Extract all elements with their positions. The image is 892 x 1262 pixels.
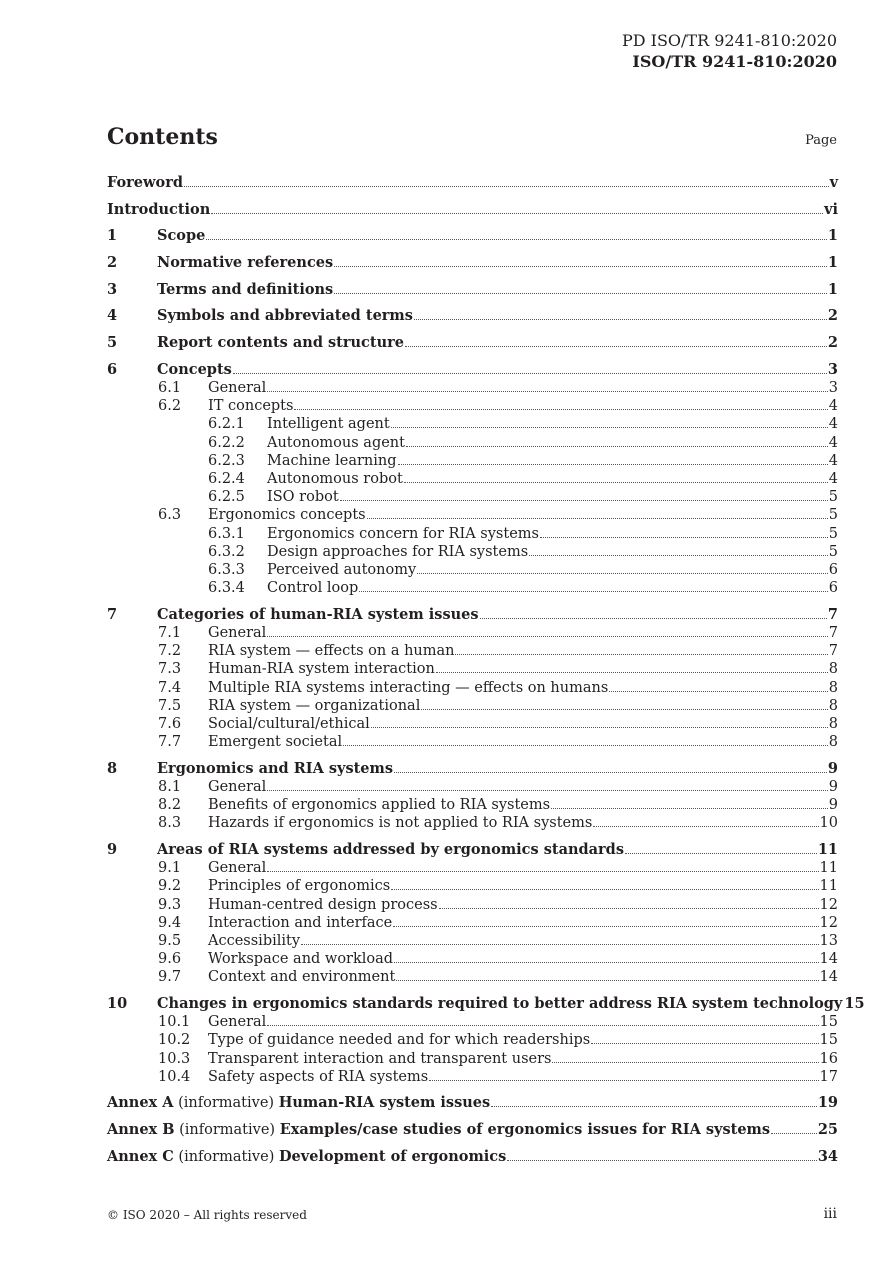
toc-entry-number: 6.2.5 <box>208 489 245 506</box>
toc-entry-number: 6.3.1 <box>208 525 245 542</box>
dot-leader <box>529 555 828 556</box>
toc-entry-page: 15 <box>819 1014 838 1031</box>
toc-entry-title <box>107 1094 490 1112</box>
dot-leader <box>771 1133 817 1134</box>
dot-leader <box>233 373 827 374</box>
toc-entry-title: Foreword <box>107 174 183 191</box>
dot-leader <box>267 790 827 791</box>
toc-entry-number: 7.2 <box>158 643 182 660</box>
toc-entry-number: 6.2.3 <box>208 452 245 469</box>
dot-leader <box>405 346 827 347</box>
dot-leader <box>609 691 827 692</box>
dot-leader <box>625 853 817 854</box>
toc-entry-number: 9.5 <box>158 932 182 949</box>
toc-entry-title: General <box>208 860 267 877</box>
toc-entry-page: 1 <box>827 280 838 298</box>
toc-entry-page: 25 <box>817 1121 838 1139</box>
toc-entry-title <box>107 1121 770 1139</box>
dot-leader <box>593 826 818 827</box>
toc-entry[interactable] <box>107 760 838 778</box>
dot-leader <box>417 573 828 574</box>
dot-leader <box>294 409 827 410</box>
toc-entry-title: General <box>208 624 267 641</box>
toc-entry-number: 7.5 <box>158 697 182 714</box>
toc-entry-page: 4 <box>828 434 838 451</box>
dot-leader <box>267 391 827 392</box>
toc-entry-number: 3 <box>107 280 118 298</box>
toc-entry-title: General <box>208 1014 267 1031</box>
dot-leader <box>267 871 818 872</box>
toc-entry[interactable] <box>107 361 838 379</box>
dot-leader <box>429 1080 818 1081</box>
toc-entry-title: Benefits of ergonomics applied to RIA systems <box>208 797 551 814</box>
toc-entry-number: 7.3 <box>158 661 182 678</box>
toc-entry[interactable] <box>107 1121 838 1139</box>
toc-entry[interactable] <box>107 227 838 245</box>
dot-leader <box>393 926 818 927</box>
toc-entry[interactable] <box>107 397 838 415</box>
toc-entry-page: 5 <box>828 489 838 506</box>
toc-entry-title: RIA system — organizational <box>208 697 421 714</box>
page-number: iii <box>823 1206 837 1222</box>
toc-entry[interactable] <box>107 281 838 299</box>
toc-entry[interactable] <box>107 1013 838 1031</box>
toc-entry-number: 10.2 <box>158 1032 191 1049</box>
toc-entry[interactable] <box>107 932 838 950</box>
toc-entry[interactable] <box>107 1068 838 1086</box>
toc-entry[interactable] <box>107 778 838 796</box>
toc-entry-number: 6.2 <box>158 398 182 415</box>
toc-entry-title: Introduction <box>107 200 211 218</box>
toc-entry-title: Human-RIA system interaction <box>208 661 435 678</box>
dot-leader <box>211 213 823 214</box>
toc-entry-page: 6 <box>828 580 838 597</box>
toc-entry[interactable] <box>107 642 838 660</box>
dot-leader <box>367 518 828 519</box>
toc-entry-title: Areas of RIA systems addressed by ergonomics standards <box>157 841 624 858</box>
toc-entry[interactable] <box>107 679 838 697</box>
toc-entry-title: Design approaches for RIA systems <box>267 543 529 560</box>
page-column-label: Page <box>805 133 837 148</box>
toc-entry-page: 6 <box>828 561 838 578</box>
dot-leader <box>301 944 819 945</box>
copyright-notice: © ISO 2020 – All rights reserved <box>107 1208 307 1222</box>
toc-entry-title: Concepts <box>157 360 232 378</box>
toc-entry[interactable] <box>107 525 838 543</box>
toc-entry-number: 9 <box>107 841 118 858</box>
toc-entry-page: 3 <box>828 380 838 396</box>
annex-label: Annex C <box>107 1147 174 1165</box>
dot-leader <box>206 239 827 240</box>
toc-entry-number: 6.2.1 <box>208 416 245 433</box>
toc-entry-page: 12 <box>819 914 838 931</box>
toc-entry-title: Principles of ergonomics <box>208 878 391 895</box>
toc-entry-title: Normative references <box>157 254 334 272</box>
toc-entry-page: 7 <box>828 643 838 660</box>
toc-entry[interactable] <box>107 896 838 914</box>
toc-entry-number: 1 <box>107 227 118 245</box>
toc-entry-page: 9 <box>827 759 838 777</box>
toc-entry-page: 16 <box>819 1050 838 1067</box>
dot-leader <box>343 745 828 746</box>
annex-note: (informative) <box>174 1122 280 1139</box>
toc-entry-title: Human-centred design process <box>208 896 438 913</box>
toc-entry-page: 11 <box>819 860 838 877</box>
toc-entry[interactable] <box>107 877 838 895</box>
toc-entry[interactable] <box>107 950 838 968</box>
toc-entry-page: 7 <box>827 605 838 623</box>
toc-entry[interactable] <box>107 1031 838 1049</box>
toc-entry-number: 4 <box>107 307 118 325</box>
page-title: Contents <box>107 124 218 150</box>
dot-leader <box>507 1160 817 1161</box>
toc-entry[interactable] <box>107 1148 838 1166</box>
dot-leader <box>398 464 828 465</box>
toc-entry[interactable] <box>107 415 838 433</box>
header-designation-pd: PD ISO/TR 9241-810:2020 <box>621 31 837 50</box>
toc-entry[interactable] <box>107 1050 838 1068</box>
toc-entry-title: Workspace and workload <box>208 951 394 968</box>
toc-entry-title: Interaction and interface <box>208 914 393 931</box>
toc-entry-page: 9 <box>828 778 838 795</box>
toc-entry-number: 7.4 <box>158 679 182 696</box>
toc-entry-page: 4 <box>828 416 838 433</box>
toc-entry-number: 6.3.2 <box>208 543 245 560</box>
dot-leader <box>391 427 828 428</box>
toc-entry[interactable] <box>107 470 838 488</box>
toc-entry-number: 8.1 <box>158 778 182 795</box>
toc-entry-number: 10.3 <box>158 1050 191 1067</box>
toc-entry[interactable] <box>107 543 838 561</box>
toc-entry[interactable] <box>107 201 838 219</box>
toc-entry-page: 19 <box>817 1094 838 1112</box>
toc-entry-title <box>107 1148 506 1166</box>
toc-entry-number: 2 <box>107 254 118 272</box>
dot-leader <box>396 980 818 981</box>
toc-entry-number: 5 <box>107 334 118 352</box>
toc-entry[interactable] <box>107 995 865 1013</box>
toc-entry[interactable] <box>107 814 838 832</box>
dot-leader <box>267 636 827 637</box>
toc-entry-number: 9.4 <box>158 914 182 931</box>
toc-entry-title: Safety aspects of RIA systems <box>208 1068 429 1085</box>
toc-entry-page: 4 <box>828 452 838 469</box>
toc-entry-page: 10 <box>819 815 838 832</box>
toc-entry-number: 10.1 <box>158 1014 191 1031</box>
toc-entry[interactable] <box>107 796 838 814</box>
toc-entry-title: Ergonomics concern for RIA systems <box>267 525 539 542</box>
dot-leader <box>340 500 828 501</box>
dot-leader <box>334 266 827 267</box>
toc-entry-page: 15 <box>819 1032 838 1049</box>
toc-entry-number: 6 <box>107 360 118 378</box>
toc-entry[interactable] <box>107 715 838 733</box>
dot-leader <box>540 537 828 538</box>
toc-entry[interactable] <box>107 1094 838 1112</box>
toc-entry-title: Ergonomics concepts <box>208 507 366 524</box>
toc-entry[interactable] <box>107 733 838 751</box>
toc-entry-title: Accessibility <box>208 932 301 949</box>
annex-label: Annex A <box>107 1094 174 1112</box>
annex-title: Development of ergonomics <box>278 1147 507 1165</box>
table-of-contents <box>107 174 865 1166</box>
toc-entry-title: Ergonomics and RIA systems <box>157 759 394 777</box>
toc-entry-page: 9 <box>828 797 838 814</box>
dot-leader <box>391 889 818 890</box>
dot-leader <box>421 709 827 710</box>
toc-entry-title: Multiple RIA systems interacting — effects on humans <box>208 679 609 696</box>
toc-entry[interactable] <box>107 968 838 986</box>
toc-entry-page: 5 <box>828 507 838 524</box>
toc-entry-number: 6.2.2 <box>208 434 245 451</box>
toc-entry-page: 4 <box>828 398 838 415</box>
toc-entry-number: 10.4 <box>158 1068 191 1085</box>
toc-entry-number: 10 <box>107 995 128 1012</box>
annex-title: Human-RIA system issues <box>278 1094 491 1112</box>
toc-entry-number: 6.3.4 <box>208 580 245 597</box>
dot-leader <box>394 772 827 773</box>
toc-entry[interactable] <box>107 174 838 192</box>
toc-entry-number: 8.3 <box>158 815 182 832</box>
toc-entry[interactable] <box>107 660 838 678</box>
toc-entry[interactable] <box>107 334 838 352</box>
toc-entry-page: 7 <box>828 624 838 641</box>
toc-entry[interactable] <box>107 488 838 506</box>
dot-leader <box>551 808 828 809</box>
dot-leader <box>371 727 828 728</box>
toc-entry-title: Type of guidance needed and for which readerships <box>208 1032 591 1049</box>
toc-entry-title: Social/cultural/ethical <box>208 715 370 732</box>
toc-entry-title: RIA system — effects on a human <box>208 643 455 660</box>
toc-entry-page: 11 <box>817 841 838 858</box>
toc-entry-title: Machine learning <box>267 452 397 469</box>
dot-leader <box>359 591 827 592</box>
toc-entry-number: 9.6 <box>158 951 182 968</box>
toc-entry-number: 7.7 <box>158 734 182 751</box>
toc-entry-number: 7 <box>107 605 118 623</box>
toc-entry-number: 8 <box>107 759 118 777</box>
toc-entry-number: 9.2 <box>158 878 182 895</box>
dot-leader <box>414 319 827 320</box>
dot-leader <box>184 186 829 187</box>
dot-leader <box>394 962 818 963</box>
toc-entry-number: 7.1 <box>158 624 182 641</box>
annex-label: Annex B <box>107 1121 175 1139</box>
toc-entry-page: 8 <box>828 679 838 696</box>
toc-entry-page: 17 <box>819 1068 838 1085</box>
toc-entry[interactable] <box>107 434 838 452</box>
toc-entry-number: 6.3 <box>158 507 182 524</box>
annex-note: (informative) <box>173 1148 279 1165</box>
toc-entry[interactable] <box>107 841 838 859</box>
toc-entry-title: IT concepts <box>208 398 294 415</box>
toc-entry-number: 9.1 <box>158 860 182 877</box>
toc-entry-number: 9.3 <box>158 896 182 913</box>
toc-entry-page: 14 <box>819 969 838 986</box>
toc-entry-number: 9.7 <box>158 969 182 986</box>
toc-entry[interactable] <box>107 579 838 597</box>
toc-entry-page: 12 <box>819 896 838 913</box>
document-header <box>622 30 837 72</box>
toc-entry-title: Categories of human-RIA system issues <box>157 605 479 623</box>
toc-entry-page: 4 <box>828 470 838 487</box>
toc-entry-title: Transparent interaction and transparent users <box>208 1050 552 1067</box>
toc-entry-title: Control loop <box>267 580 359 597</box>
toc-entry-title: General <box>208 380 267 396</box>
toc-entry[interactable] <box>107 606 838 624</box>
toc-entry-page: 3 <box>827 360 838 378</box>
toc-entry-page: 11 <box>819 878 838 895</box>
dot-leader <box>436 672 828 673</box>
toc-entry[interactable] <box>107 379 838 397</box>
annex-note: (informative) <box>173 1095 279 1112</box>
dot-leader <box>455 654 827 655</box>
toc-entry-page: v <box>829 174 838 191</box>
toc-entry-title: ISO robot <box>267 489 339 506</box>
toc-entry-title: Perceived autonomy <box>267 561 417 578</box>
toc-entry-page: 5 <box>828 543 838 560</box>
toc-entry-page: 2 <box>827 307 838 325</box>
toc-entry-title: Hazards if ergonomics is not applied to RIA systems <box>208 815 593 832</box>
toc-entry-page: 2 <box>827 334 838 352</box>
toc-entry-page: 8 <box>828 715 838 732</box>
header-designation-iso: ISO/TR 9241-810:2020 <box>632 52 837 71</box>
toc-entry-page: 8 <box>828 697 838 714</box>
toc-entry-title: Autonomous robot <box>267 470 403 487</box>
toc-entry[interactable] <box>107 307 838 325</box>
dot-leader <box>480 618 827 619</box>
dot-leader <box>267 1025 818 1026</box>
toc-entry-page: 1 <box>827 227 838 245</box>
toc-entry-title: Symbols and abbreviated terms <box>157 307 413 325</box>
toc-entry-title: Intelligent agent <box>267 416 390 433</box>
toc-entry-page: vi <box>824 200 838 218</box>
toc-entry[interactable] <box>107 506 838 524</box>
toc-entry-page: 5 <box>828 525 838 542</box>
toc-entry-number: 7.6 <box>158 715 182 732</box>
toc-entry-page: 34 <box>817 1147 838 1165</box>
dot-leader <box>552 1062 818 1063</box>
toc-entry-title: Autonomous agent <box>267 434 405 451</box>
toc-entry-title: Changes in ergonomics standards required to better address RIA system technology <box>157 995 843 1012</box>
dot-leader <box>491 1106 817 1107</box>
toc-entry-page: 14 <box>819 951 838 968</box>
toc-entry-page: 15 <box>844 995 865 1012</box>
toc-entry[interactable] <box>107 561 838 579</box>
toc-entry-number: 6.1 <box>158 380 182 396</box>
dot-leader <box>334 293 827 294</box>
toc-entry-title: Terms and definitions <box>157 280 334 298</box>
dot-leader <box>404 482 828 483</box>
toc-entry[interactable] <box>107 859 838 877</box>
toc-entry-page: 8 <box>828 661 838 678</box>
toc-entry-number: 6.3.3 <box>208 561 245 578</box>
toc-entry[interactable] <box>107 624 838 642</box>
toc-entry[interactable] <box>107 254 838 272</box>
toc-entry-title: Context and environment <box>208 969 396 986</box>
toc-entry-number: 8.2 <box>158 797 182 814</box>
toc-entry-number: 6.2.4 <box>208 470 245 487</box>
dot-leader <box>591 1043 818 1044</box>
toc-entry-title: Report contents and structure <box>157 334 404 352</box>
annex-title: Examples/case studies of ergonomics issues for RIA systems <box>279 1121 771 1139</box>
toc-entry[interactable] <box>107 697 838 715</box>
toc-entry-title: Emergent societal <box>208 734 343 751</box>
toc-entry-page: 13 <box>819 932 838 949</box>
toc-entry[interactable] <box>107 914 838 932</box>
toc-entry-page: 1 <box>827 254 838 272</box>
toc-entry-title: Scope <box>157 227 206 245</box>
toc-entry-page: 8 <box>828 734 838 751</box>
dot-leader <box>439 908 819 909</box>
dot-leader <box>406 446 828 447</box>
toc-entry-title: General <box>208 778 267 795</box>
toc-entry[interactable] <box>107 452 838 470</box>
